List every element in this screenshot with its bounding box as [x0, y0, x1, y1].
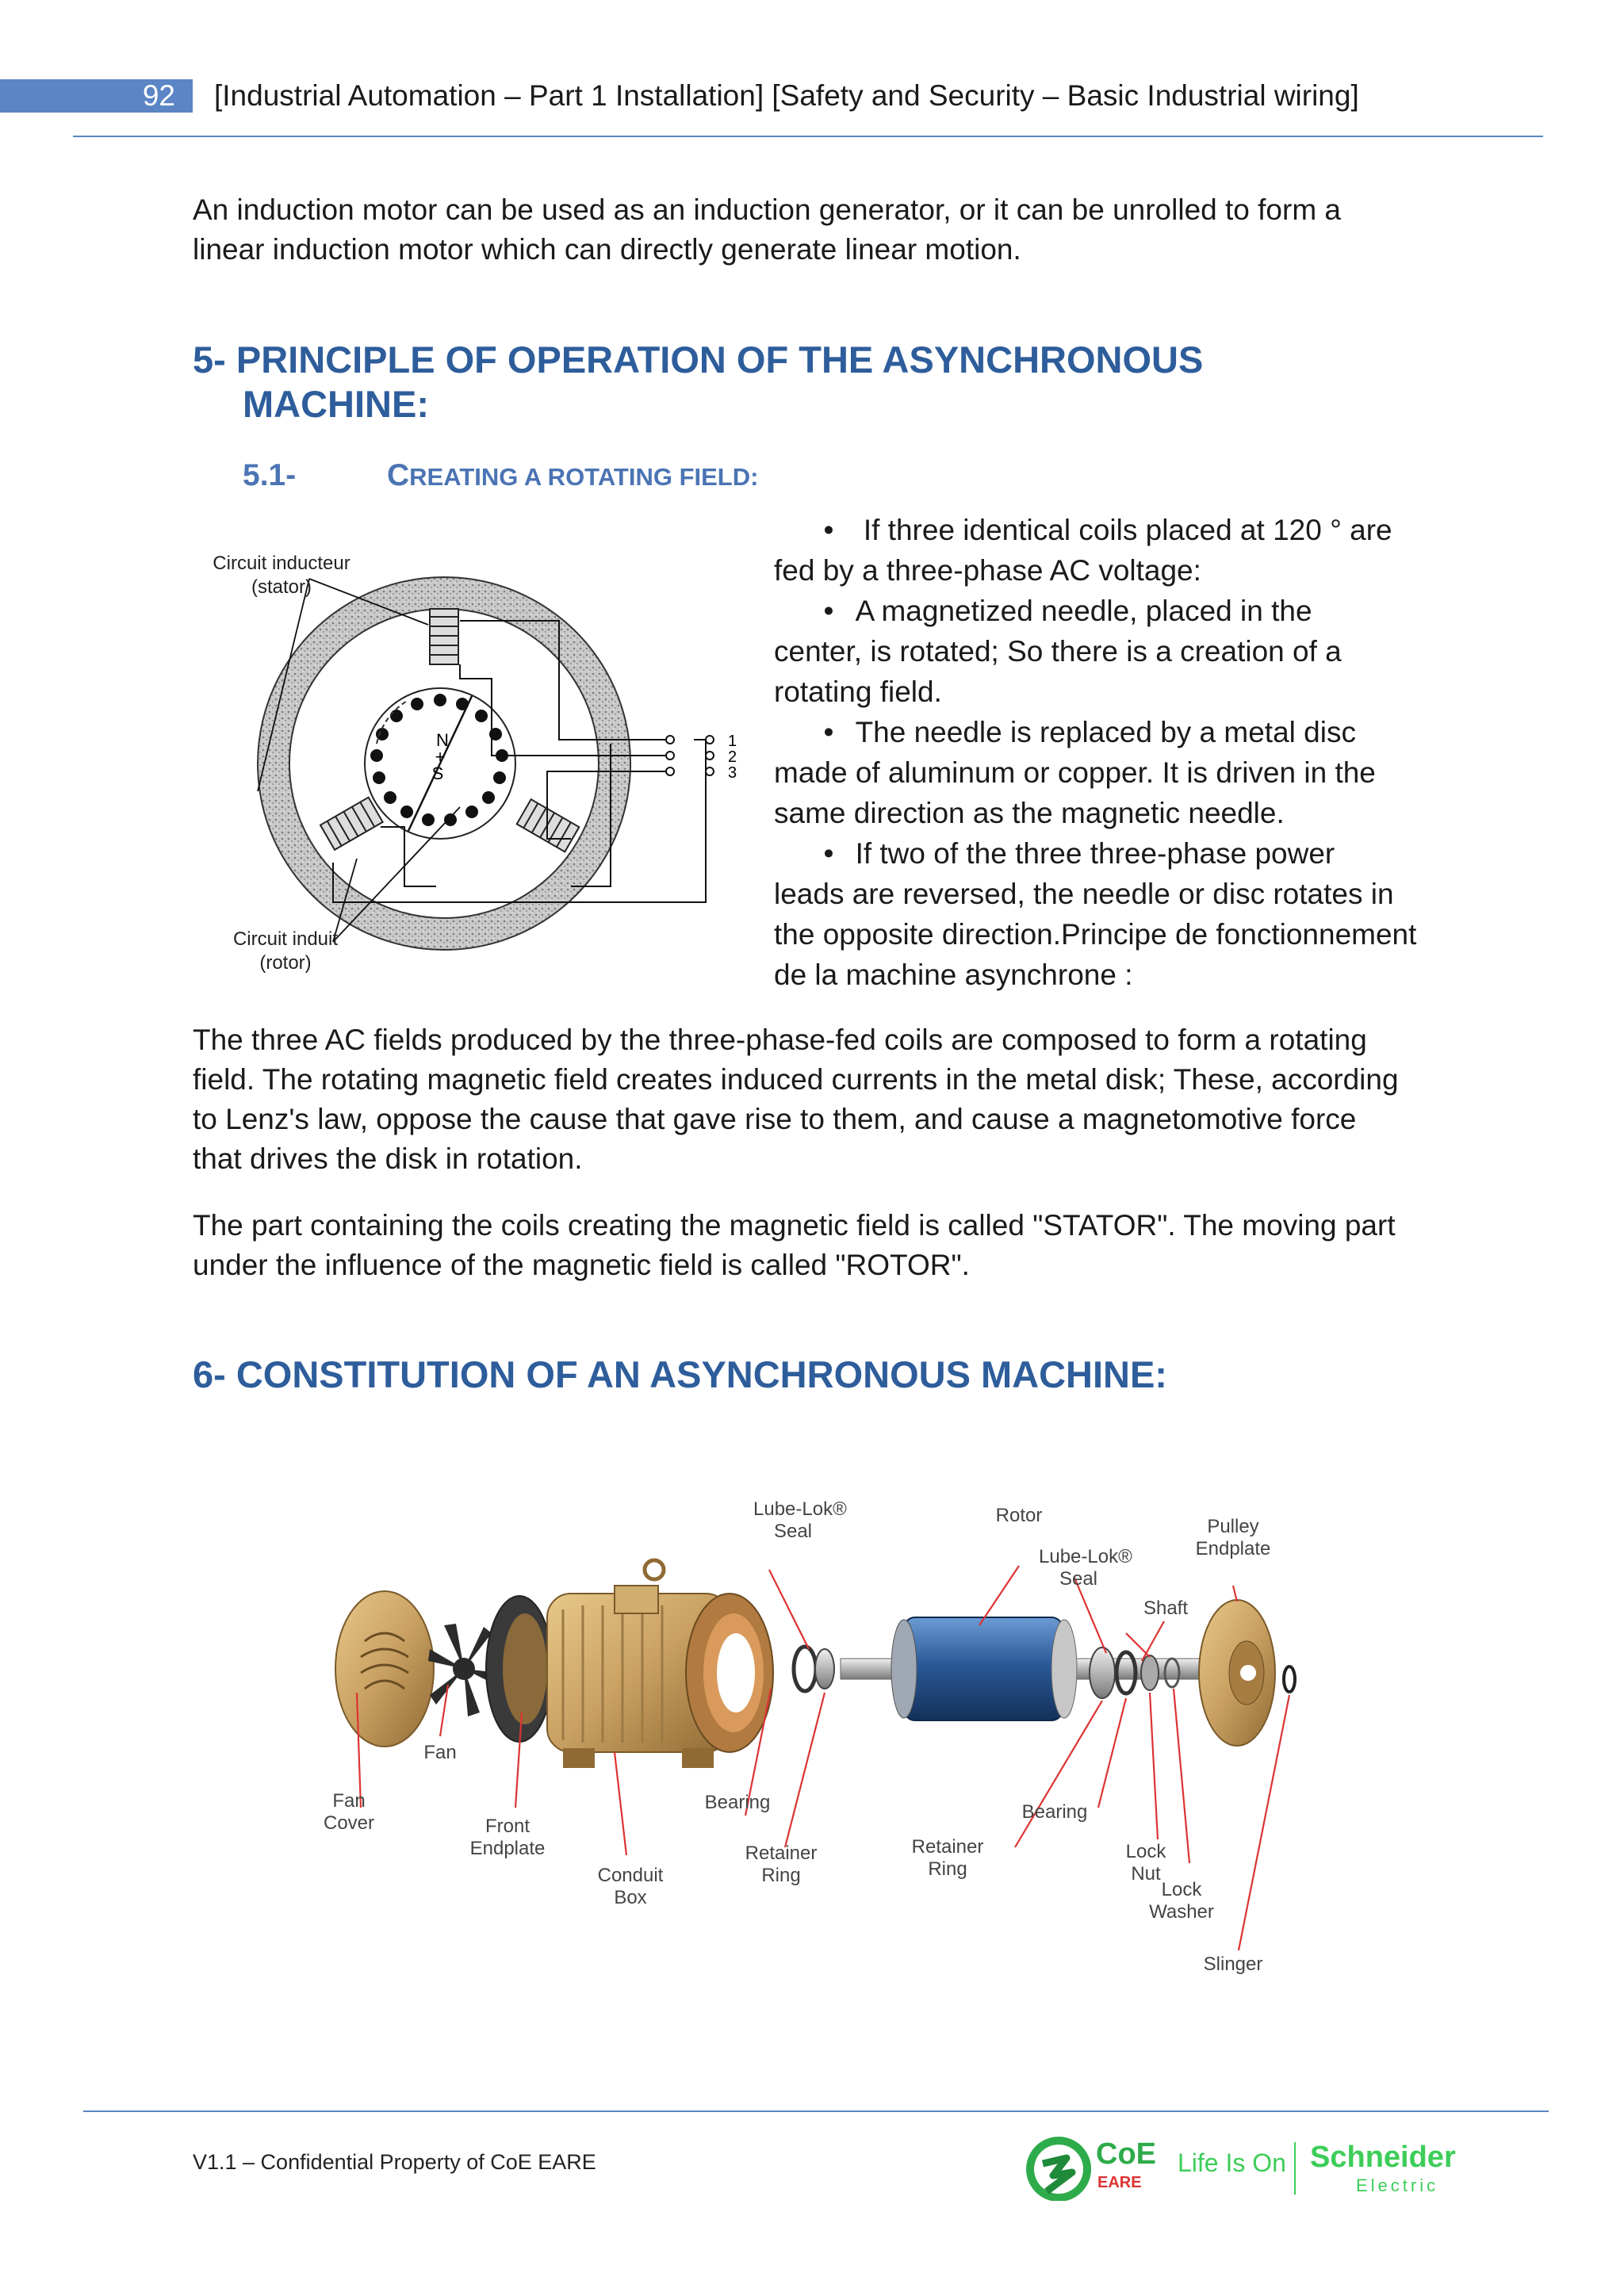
fan-label: Fan	[423, 1742, 457, 1763]
slinger-ring	[1284, 1667, 1295, 1692]
rotating-field-bullets: • If three identical coils placed at 120 ° are fed by a three-phase AC voltage: • A magnetized needle, placed in the center, is rotated; So there is a creation of a rotating field. • The needle is replaced by a metal disc made of aluminum or copper. It is driven in the same direction as the magnetic needle. • If two of the three three-phase power leads are reversed, the needle or disc rotates in the opposite direction.Principe de fonctionnement de la machine asynchrone :	[774, 510, 1456, 995]
pulley-endplate-label: Pulley Endplate	[1195, 1516, 1271, 1559]
coe-eare-logo-icon	[1023, 2136, 1094, 2201]
north-pole-label: N	[436, 730, 449, 750]
left-bearing-assembly	[794, 1647, 834, 1691]
retainer-ring-1-label: Retainer Ring	[745, 1843, 818, 1886]
terminal-2-label: 2	[728, 748, 737, 766]
life-is-on-text: Life Is On	[1178, 2149, 1286, 2177]
section-5-heading: 5- PRINCIPLE OF OPERATION OF THE ASYNCHRONOUS MACHINE:	[193, 339, 1204, 425]
left-coil	[320, 798, 383, 850]
front-endplate	[486, 1596, 553, 1742]
electric-logo-text: Electric	[1356, 2175, 1439, 2195]
section-6-heading: 6- CONSTITUTION OF AN ASYNCHRONOUS MACHINE:	[193, 1353, 1167, 1395]
right-bearing-assembly	[1090, 1647, 1179, 1698]
footer-logos	[1023, 2133, 1467, 2204]
schneider-logo-text: Schneider	[1310, 2141, 1456, 2174]
lube-lok-seal-1-label: Lube-Lok® Seal	[753, 1498, 847, 1542]
intro-line: linear induction motor which can directly generate linear motion.	[193, 233, 1021, 266]
stator-rotor-paragraph: The part containing the coils creating the magnetic field is called "STATOR". The moving part under the influence of the magnetic field is called "ROTOR".	[193, 1209, 1396, 1281]
exploded-motor-figure	[301, 1490, 1332, 2006]
section-5-1-number: 5.1-	[243, 458, 297, 492]
bearing-2-label: Bearing	[1021, 1801, 1088, 1823]
lube-lok-seal-2-label: Lube-Lok® Seal	[1039, 1546, 1132, 1590]
lock-nut-label: Lock Nut	[1125, 1841, 1166, 1885]
footer-text: V1.1 – Confidential Property of CoE EARE	[193, 2150, 596, 2174]
shaft-label: Shaft	[1143, 1598, 1189, 1619]
eare-logo-text: EARE	[1097, 2174, 1142, 2191]
terminal-1-label: 1	[728, 733, 737, 750]
front-endplate-label: Front Endplate	[469, 1816, 546, 1859]
rotating-field-paragraph: The three AC fields produced by the three-phase-fed coils are composed to form a rotating field. The rotating magnetic field creates induced currents in the metal disk; These, according to Lenz's law, oppose the cause that gave rise to them, and cause a magnetomotive force that drives the disk in rotation.	[193, 1024, 1399, 1175]
footer-divider	[83, 2110, 1549, 2112]
bullet-item: • If three identical coils placed at 120 ° are	[823, 514, 1392, 546]
terminals	[666, 736, 714, 775]
section-5-1-title: CREATING A ROTATING FIELD:	[387, 458, 759, 492]
fan-cover	[335, 1591, 434, 1747]
slinger-label: Slinger	[1203, 1954, 1263, 1975]
stator-rotor-schematic	[198, 545, 745, 989]
terminal-3-label: 3	[728, 764, 737, 782]
retainer-ring-2-label: Retainer Ring	[911, 1836, 984, 1880]
bullet-item: • The needle is replaced by a metal disc	[823, 716, 1356, 748]
intro-paragraph	[193, 190, 1341, 270]
pulley-endplate	[1199, 1600, 1275, 1746]
logo-divider	[1294, 2142, 1296, 2195]
lock-washer-label: Lock Washer	[1149, 1879, 1214, 1923]
coe-logo-text: CoE	[1096, 2137, 1156, 2171]
header-divider	[73, 136, 1543, 137]
rotor-label: Circuit induit (rotor)	[232, 928, 339, 974]
center-mark: +	[435, 747, 446, 767]
intro-line: An induction motor can be used as an induction generator, or it can be unrolled to form a	[193, 193, 1342, 226]
conduit-box-label: Conduit Box	[597, 1865, 664, 1908]
running-header: [Industrial Automation – Part 1 Installation] [Safety and Security – Basic Industrial wiring]	[214, 79, 1359, 112]
fan-cover-label: Fan Cover	[323, 1790, 375, 1834]
south-pole-label: S	[431, 763, 444, 783]
top-coil	[430, 609, 458, 664]
rotating-field-diagram	[198, 545, 745, 989]
bearing-1-label: Bearing	[704, 1792, 771, 1813]
bullet-item: • A magnetized needle, placed in the	[823, 595, 1312, 627]
page-number: 92	[0, 79, 193, 113]
rotor-label: Rotor	[995, 1505, 1043, 1526]
bullet-item: • If two of the three three-phase power	[823, 837, 1335, 870]
stator-label: Circuit inducteur (stator)	[213, 553, 350, 598]
motor-housing	[547, 1560, 773, 1768]
